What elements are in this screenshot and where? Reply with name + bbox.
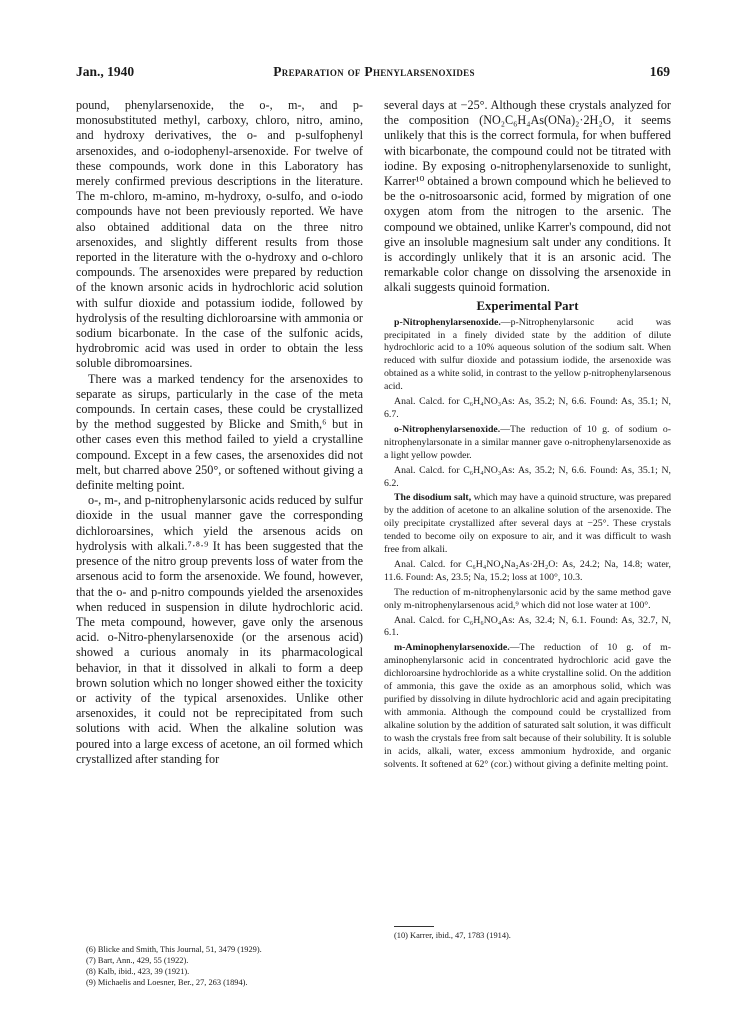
experimental-entry: The reduction of m-nitrophenylarsonic acid by the same method gave only m-nitrophenylarsenous acid,⁹ which did not lose water at 100°. (384, 586, 671, 611)
footnote: (6) Blicke and Smith, This Journal, 51, 3479 (1929). (86, 945, 262, 954)
entry-text: —The reduction of 10 g. of m-aminophenylarsonic acid in concentrated hydrochloric acid gave the dichloroarsine hydrochloride as a white crystalline solid. On the addition of ammonia, this gave the oxide as an amorphous solid, which was purified by dissolving in dilute hydrochloric acid and again precipitating with ammonia. Although the compound could be crystallized from alkaline solution by the addition of saturated salt solution, it was difficult to wash the crystals free from salt because of their solubility. It is soluble in acids, alkali, water, excess ammonium hydroxide, and organic solvents. It softened at 62° (cor.) without giving a definite melting point. (384, 642, 671, 770)
paragraph: several days at −25°. Although these crystals analyzed for the composition (NO₂C₆H₄As(ONa)₂·2H₂O, it seems unlikely that this is the correct formula, for when buffered with bicarbonate, the compound could not be titrated with iodine. By exposing o-nitrophenylarsenoxide to sunlight, Karrer¹⁰ obtained a brown compound which he believed to be the o-nitrosoarsonic acid, formed by migration of one oxygen atom from the nitrogen to the arsenic. The compound we obtained, unlike Karrer's compound, did not give an insoluble magnesium salt under any conditions. It is accordingly unlikely that it is an arsonic acid. The remarkable color change on dissolving the arsenoxide in alkali suggests quinoid formation. (384, 98, 671, 295)
paragraph: pound, phenylarsenoxide, the o-, m-, and p-monosubstituted methyl, carboxy, chloro, nitro, amino, and hydroxy derivatives, the o- and p-sulfophenyl arsenoxides, and o-iodophenyl-arsenoxide. For twelve of these compounds, work done in this Laboratory has merely confirmed previous descriptions in the literature. The m-chloro, m-amino, m-hydroxy, o-sulfo, and o-iodo compounds have not been previously reported. We have also obtained additional data on the three nitro arsenoxides, and slightly different results from those reported in the literature with the o-hydroxy and o-chloro compounds. The arsenoxides were prepared by reduction of the known arsonic acids in hydrochloric acid solution with sulfur dioxide and potassium iodide, followed by hydrolysis of the resulting dichloroarsine with ammonia or sodium bicarbonate. In the case of the sulfonic acids, hydrobromic acid was used in order to obtain the less soluble dibromoarsines. (76, 98, 363, 371)
footnote: (8) Kalb, ibid., 423, 39 (1921). (86, 967, 190, 976)
experimental-entries (384, 317, 671, 772)
compound-heading: m-Aminophenylarsenoxide. (394, 642, 510, 654)
section-title: Experimental Part (476, 298, 579, 313)
paragraph: o-, m-, and p-nitrophenylarsonic acids reduced by sulfur dioxide in the usual manner gave the corresponding dichloroarsines, which yield the arsenous acids on hydrolysis with alkali.⁷·⁸·⁹ It has been suggested that the presence of the nitro group prevents loss of water from the arsenous acid to form the arsenoxide. We found, however, that the o- and p-nitro compounds yielded the arsenoxides when reduced in suspension in dilute hydrochloric acid. The meta compound, however, gave only the arsenous acid. o-Nitro-phenylarsenoxide (or the arsenous acid) showed a curious anomaly in its pharmacological behavior, in that it dissolved in alkali to form a deep brown solution which no longer showed either the toxicity or activity of the typical arsenoxides. Unlike other arsenoxides, it could not be reprecipitated from such solutions with acid. When the alkaline solution was poured into a large excess of acetone, an oil formed which crystallized after standing for (76, 493, 363, 766)
analysis-line: Anal. Calcd. for C₆H₄NO₄Na₂As·2H₂O: As, 24.2; Na, 14.8; water, 11.6. Found: As, 23.5; Na, 15.2; loss at 100°, 10.3. (384, 558, 671, 583)
experimental-entry (384, 317, 671, 394)
left-column (76, 98, 363, 767)
experimental-entry (384, 424, 671, 463)
footnote: (10) Karrer, ibid., 47, 1783 (1914). (394, 931, 511, 940)
page-number: 169 (649, 64, 670, 79)
right-column (384, 98, 671, 771)
analysis-line: Anal. Calcd. for C₆H₄NO₃As: As, 35.2; N, 6.6. Found: As, 35.1; N, 6.7. (384, 396, 671, 420)
paragraph: There was a marked tendency for the arsenoxides to separate as sirups, particularly in the case of the meta compounds. In certain cases, these could be crystallized by the method suggested by Blicke and Smith,⁶ but in other cases even this method failed to yield a crystalline compound. Except in a few cases, the arsenoxides did not melt, but charred above 250°, or softened without giving a definite melting point. (76, 371, 363, 493)
analysis-line: Anal. Calcd. for C₆H₆NO₄As: As, 32.4; N, 6.1. Found: As, 32.7, N, 6.1. (384, 614, 671, 639)
compound-heading: p-Nitrophenylarsenoxide. (394, 316, 501, 328)
running-head-date: Jan., 1940 (76, 64, 135, 79)
experimental-entry (384, 492, 671, 557)
entry-text: which may have a quinoid structure, was prepared by the addition of acetone to an alkaline solution of the arsenoxide. The oily precipitate crystallized after several days at −25°. These crystals tended to become oily on exposure to air, and it was difficult to wash free from alkali. (384, 492, 671, 556)
footnote-divider (394, 926, 434, 927)
left-footnotes (86, 944, 366, 988)
analysis-line: Anal. Calcd. for C₆H₄NO₃As: As, 35.2; N, 6.6. Found: As, 35.1; N, 6.2. (384, 464, 671, 489)
running-head-title: Preparation of Phenylarsenoxides (273, 64, 475, 79)
footnote: (7) Bart, Ann., 429, 55 (1922). (86, 956, 189, 965)
entry-text: —p-Nitrophenylarsonic acid was precipitated in a finely divided state by the addition of dilute hydrochloric acid to a 10% aqueous solution of the sodium salt. When reduced with sulfur dioxide and potassium iodide, the arsenoxide was obtained as a white solid, in contrast to the yellow p-nitrophenylarsenous acid. (384, 316, 671, 393)
experimental-entry (384, 642, 671, 771)
footnote: (9) Michaelis and Loesner, Ber., 27, 263 (1894). (86, 978, 248, 987)
compound-heading: The disodium salt, (394, 492, 472, 504)
compound-heading: o-Nitrophenylarsenoxide. (394, 423, 501, 435)
right-footnotes (394, 920, 664, 941)
entry-text: —The reduction of 10 g. of sodium o-nitrophenylarsonate in a similar manner gave o-nitrophenylarsenoxide as a light yellow powder. (384, 423, 671, 461)
